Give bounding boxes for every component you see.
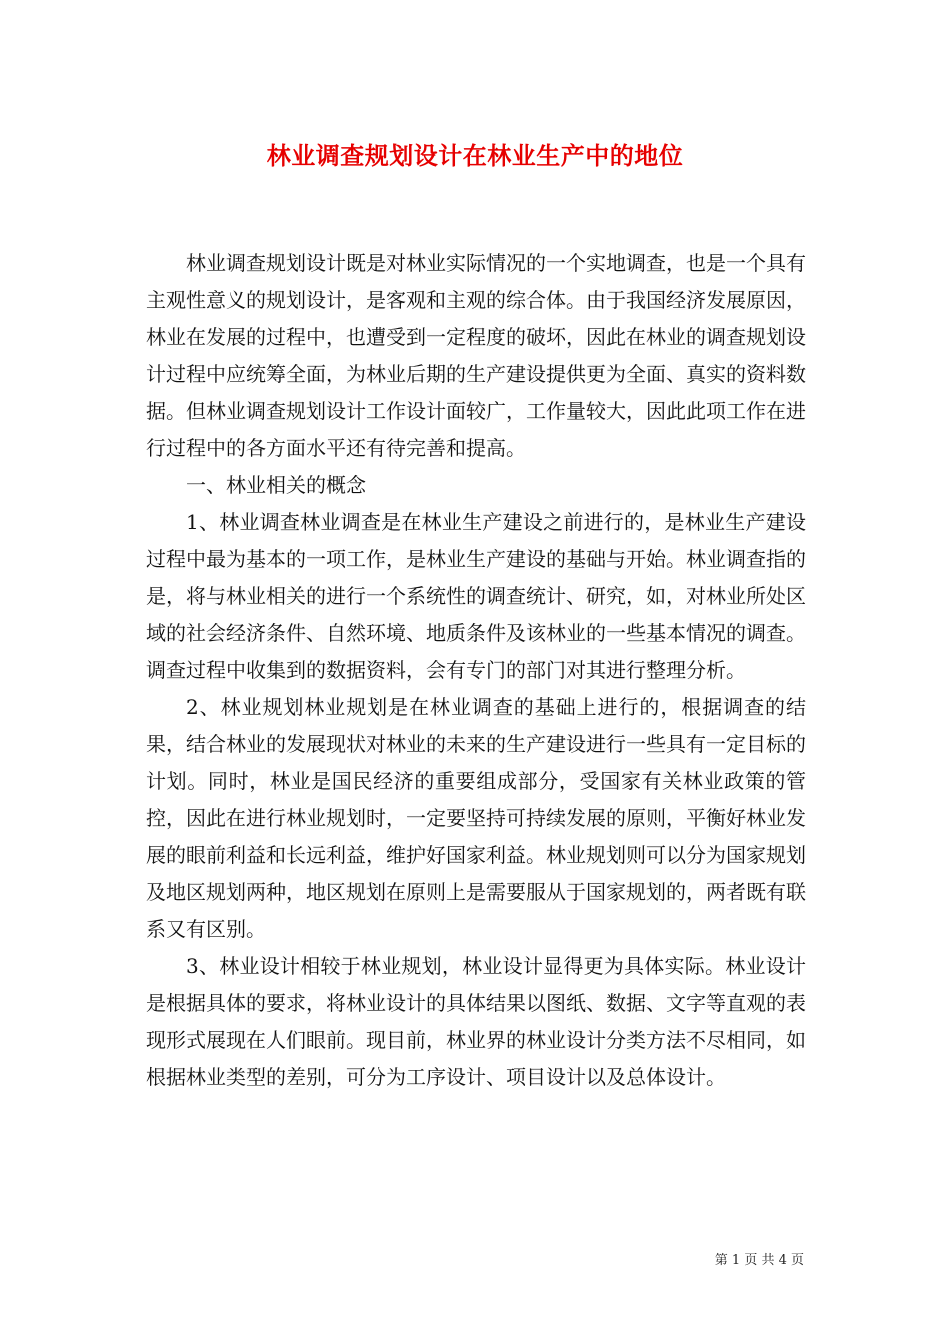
page-number-footer: 第 1 页 共 4 页 — [714, 1253, 804, 1268]
paragraph-forest-planning: 2、林业规划林业规划是在林业调查的基础上进行的，根据调查的结果，结合林业的发展现状对林业的未来的生产建设进行一些具有一定目标的计划。同时，林业是国民经济的重要组成部分，受国家有关林业政策的管控，因此在进行林业规划时，一定要坚持可持续发展的原则，平衡好林业发展的眼前利益和长远利益，维护好国家利益。林业规划则可以分为国家规划及地区规划两种，地区规划在原则上是需要服从于国家规划的，两者既有联系又有区别。 — [146, 695, 806, 941]
intro-paragraph: 林业调查规划设计既是对林业实际情况的一个实地调查，也是一个具有主观性意义的规划设计，是客观和主观的综合体。由于我国经济发展原因，林业在发展的过程中，也遭受到一定程度的破坏，因此在林业的调查规划设计过程中应统筹全面，为林业后期的生产建设提供更为全面、真实的资料数据。但林业调查规划设计工作设计面较广，工作量较大，因此此项工作在进行过程中的各方面水平还有待完善和提高。 — [146, 251, 806, 460]
document-title: 林业调查规划设计在林业生产中的地位 — [266, 141, 684, 170]
paragraph-forest-survey: 1、林业调查林业调查是在林业生产建设之前进行的，是林业生产建设过程中最为基本的一项工作，是林业生产建设的基础与开始。林业调查指的是，将与林业相关的进行一个系统性的调查统计、研究，如，对林业所处区域的社会经济条件、自然环境、地质条件及该林业的一些基本情况的调查。调查过程中收集到的数据资料，会有专门的部门对其进行整理分析。 — [146, 510, 806, 682]
paragraph-forest-design: 3、林业设计相较于林业规划，林业设计显得更为具体实际。林业设计是根据具体的要求，将林业设计的具体结果以图纸、数据、文字等直观的表现形式展现在人们眼前。现目前，林业界的林业设计分类方法不尽相同，如根据林业类型的差别，可分为工序设计、项目设计以及总体设计。 — [146, 954, 806, 1089]
section-heading: 一、林业相关的概念 — [186, 473, 366, 497]
document-body — [146, 245, 806, 1096]
